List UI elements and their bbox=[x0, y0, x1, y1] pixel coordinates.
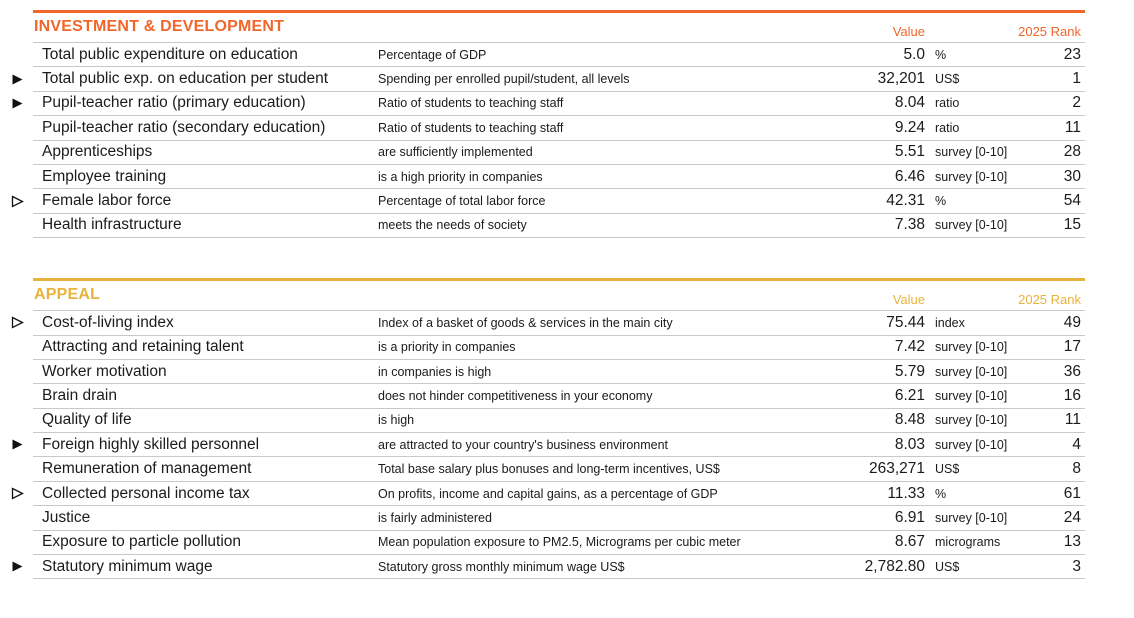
indicator-rank: 11 bbox=[1064, 411, 1081, 429]
table-row bbox=[33, 360, 1085, 384]
indicator-unit: survey [0-10] bbox=[935, 218, 1008, 233]
indicator-rank: 3 bbox=[1072, 557, 1081, 575]
indicator-unit: survey [0-10] bbox=[935, 340, 1008, 355]
indicator-rank: 13 bbox=[1063, 533, 1081, 551]
indicator-description: in companies is high bbox=[378, 364, 492, 379]
indicator-unit: US$ bbox=[935, 462, 960, 477]
indicator-value: 7.38 bbox=[894, 216, 925, 234]
indicator-unit: survey [0-10] bbox=[935, 437, 1008, 452]
row-marker bbox=[11, 189, 25, 212]
indicator-description: are attracted to your country's business environment bbox=[378, 437, 669, 452]
indicator-name: Pupil-teacher ratio (secondary education) bbox=[42, 118, 326, 136]
indicator-description: Ratio of students to teaching staff bbox=[378, 120, 564, 135]
indicator-description: Percentage of total labor force bbox=[378, 194, 546, 209]
indicator-value: 2,782.80 bbox=[864, 557, 925, 575]
row-marker bbox=[11, 43, 25, 66]
indicator-description: Spending per enrolled pupil/student, all levels bbox=[378, 72, 630, 87]
table-row bbox=[33, 141, 1085, 165]
indicator-description: On profits, income and capital gains, as a percentage of GDP bbox=[378, 486, 718, 501]
indicator-rank: 8 bbox=[1072, 460, 1081, 478]
indicator-value: 263,271 bbox=[868, 460, 925, 478]
indicator-rank: 1 bbox=[1072, 70, 1081, 88]
indicator-value: 8.04 bbox=[894, 94, 925, 112]
indicator-name: Foreign highly skilled personnel bbox=[42, 435, 260, 453]
indicator-name: Justice bbox=[42, 508, 91, 526]
indicator-rank: 36 bbox=[1063, 362, 1081, 380]
indicator-unit: index bbox=[935, 315, 965, 330]
section-title: INVESTMENT & DEVELOPMENT bbox=[34, 18, 285, 35]
indicator-description: Statutory gross monthly minimum wage US$ bbox=[378, 559, 625, 574]
table-row bbox=[33, 433, 1085, 457]
indicator-value: 6.91 bbox=[894, 508, 925, 526]
triangle-filled-icon bbox=[11, 73, 24, 86]
indicator-description: is a high priority in companies bbox=[378, 169, 543, 184]
table-row bbox=[33, 482, 1085, 506]
indicator-name: Total public expenditure on education bbox=[42, 45, 298, 63]
rank-column-header: 2025 Rank bbox=[1018, 24, 1081, 39]
triangle-hollow-icon bbox=[11, 195, 24, 208]
row-marker bbox=[11, 165, 25, 188]
indicator-name: Employee training bbox=[42, 167, 167, 185]
indicator-unit: survey [0-10] bbox=[935, 169, 1008, 184]
section bbox=[33, 10, 1085, 238]
indicator-name: Pupil-teacher ratio (primary education) bbox=[42, 94, 306, 112]
indicator-value: 42.31 bbox=[886, 192, 925, 210]
table-row bbox=[33, 506, 1085, 530]
table-row bbox=[33, 92, 1085, 116]
indicator-description: is high bbox=[378, 413, 415, 428]
table-row bbox=[33, 311, 1085, 335]
table-row bbox=[33, 531, 1085, 555]
indicator-name: Total public exp. on education per student bbox=[42, 70, 329, 88]
row-marker bbox=[11, 506, 25, 529]
table-row bbox=[33, 67, 1085, 91]
table-row bbox=[33, 165, 1085, 189]
indicator-value: 75.44 bbox=[886, 313, 925, 331]
indicator-unit: survey [0-10] bbox=[935, 388, 1008, 403]
indicator-rank: 23 bbox=[1063, 45, 1081, 63]
row-marker bbox=[11, 384, 25, 407]
indicator-rank: 28 bbox=[1063, 143, 1081, 161]
indicator-value: 9.24 bbox=[894, 118, 925, 136]
indicator-unit: % bbox=[935, 194, 947, 209]
sections-container bbox=[33, 10, 1134, 579]
indicator-rank: 11 bbox=[1064, 118, 1081, 136]
row-marker bbox=[11, 555, 25, 578]
value-column-header: Value bbox=[892, 24, 925, 39]
indicator-unit: ratio bbox=[935, 120, 960, 135]
indicator-value: 5.51 bbox=[894, 143, 925, 161]
value-column-header: Value bbox=[892, 292, 925, 308]
indicator-value: 6.21 bbox=[894, 386, 925, 404]
section bbox=[33, 278, 1085, 579]
section-rows bbox=[33, 311, 1085, 579]
indicator-rank: 15 bbox=[1063, 216, 1081, 234]
indicator-description: are sufficiently implemented bbox=[378, 145, 533, 160]
triangle-hollow-icon bbox=[11, 487, 24, 500]
indicator-value: 8.67 bbox=[894, 533, 925, 551]
indicator-rank: 54 bbox=[1063, 192, 1081, 210]
row-marker bbox=[11, 116, 25, 139]
section-rows bbox=[33, 43, 1085, 238]
indicator-description: meets the needs of society bbox=[378, 218, 527, 233]
indicator-description: Percentage of GDP bbox=[378, 47, 487, 62]
indicator-description: Ratio of students to teaching staff bbox=[378, 96, 564, 111]
table-row bbox=[33, 336, 1085, 360]
indicator-unit: survey [0-10] bbox=[935, 145, 1008, 160]
row-marker bbox=[11, 360, 25, 383]
row-marker bbox=[11, 482, 25, 505]
table-row bbox=[33, 384, 1085, 408]
indicator-name: Cost-of-living index bbox=[42, 313, 174, 331]
indicator-rank: 4 bbox=[1072, 435, 1081, 453]
indicator-rank: 2 bbox=[1072, 94, 1081, 112]
indicator-unit: micrograms bbox=[935, 535, 1001, 550]
indicator-unit: survey [0-10] bbox=[935, 364, 1008, 379]
row-marker bbox=[11, 311, 25, 334]
row-marker bbox=[11, 336, 25, 359]
row-marker bbox=[11, 409, 25, 432]
table-row bbox=[33, 189, 1085, 213]
indicator-unit: survey [0-10] bbox=[935, 413, 1008, 428]
indicator-unit: survey [0-10] bbox=[935, 510, 1008, 525]
indicator-rank: 16 bbox=[1063, 386, 1081, 404]
indicator-unit: US$ bbox=[935, 72, 960, 87]
indicator-name: Collected personal income tax bbox=[42, 484, 250, 502]
indicator-unit: % bbox=[935, 486, 947, 501]
triangle-hollow-icon bbox=[11, 316, 24, 329]
indicator-name: Health infrastructure bbox=[42, 216, 182, 234]
indicator-description: is fairly administered bbox=[378, 510, 492, 525]
indicator-name: Attracting and retaining talent bbox=[42, 338, 244, 356]
indicator-rank: 49 bbox=[1063, 313, 1081, 331]
indicator-rank: 61 bbox=[1063, 484, 1081, 502]
table-row bbox=[33, 214, 1085, 238]
indicator-unit: US$ bbox=[935, 559, 960, 574]
indicator-description: Total base salary plus bonuses and long-term incentives, US$ bbox=[378, 462, 720, 477]
rank-column-header: 2025 Rank bbox=[1018, 292, 1081, 308]
indicator-rank: 30 bbox=[1063, 167, 1081, 185]
indicator-description: is a priority in companies bbox=[378, 340, 516, 355]
triangle-filled-icon bbox=[11, 438, 24, 451]
row-marker bbox=[11, 433, 25, 456]
section-header bbox=[33, 13, 1085, 43]
indicator-description: Mean population exposure to PM2.5, Micrograms per cubic meter bbox=[378, 535, 741, 550]
table-row bbox=[33, 43, 1085, 67]
indicator-unit: ratio bbox=[935, 96, 960, 111]
indicator-rank: 17 bbox=[1063, 338, 1081, 356]
row-marker bbox=[11, 141, 25, 164]
indicator-name: Worker motivation bbox=[42, 362, 167, 380]
row-marker bbox=[11, 214, 25, 237]
indicator-value: 8.48 bbox=[894, 411, 925, 429]
indicator-name: Quality of life bbox=[42, 411, 132, 429]
indicator-value: 6.46 bbox=[894, 167, 925, 185]
indicator-value: 7.42 bbox=[894, 338, 925, 356]
table-row bbox=[33, 116, 1085, 140]
indicator-name: Statutory minimum wage bbox=[42, 557, 213, 575]
indicator-value: 8.03 bbox=[894, 435, 925, 453]
table-row bbox=[33, 409, 1085, 433]
indicator-description: Index of a basket of goods & services in the main city bbox=[378, 315, 673, 330]
indicator-name: Apprenticeships bbox=[42, 143, 153, 161]
table-row bbox=[33, 457, 1085, 481]
row-marker bbox=[11, 457, 25, 480]
triangle-filled-icon bbox=[11, 560, 24, 573]
indicator-value: 5.0 bbox=[903, 45, 925, 63]
indicator-description: does not hinder competitiveness in your economy bbox=[378, 388, 653, 403]
row-marker bbox=[11, 531, 25, 554]
row-marker bbox=[11, 92, 25, 115]
indicator-value: 11.33 bbox=[887, 484, 925, 502]
indicator-value: 5.79 bbox=[894, 362, 925, 380]
triangle-filled-icon bbox=[11, 97, 24, 110]
indicator-value: 32,201 bbox=[877, 70, 925, 88]
indicator-name: Remuneration of management bbox=[42, 460, 252, 478]
row-marker bbox=[11, 67, 25, 90]
section-title: APPEAL bbox=[34, 286, 101, 304]
table-row bbox=[33, 555, 1085, 579]
indicator-rank: 24 bbox=[1063, 508, 1081, 526]
indicator-name: Exposure to particle pollution bbox=[42, 533, 242, 551]
indicator-unit: % bbox=[935, 47, 947, 62]
indicator-name: Female labor force bbox=[42, 192, 172, 210]
indicator-name: Brain drain bbox=[42, 386, 117, 404]
section-header bbox=[33, 281, 1085, 311]
